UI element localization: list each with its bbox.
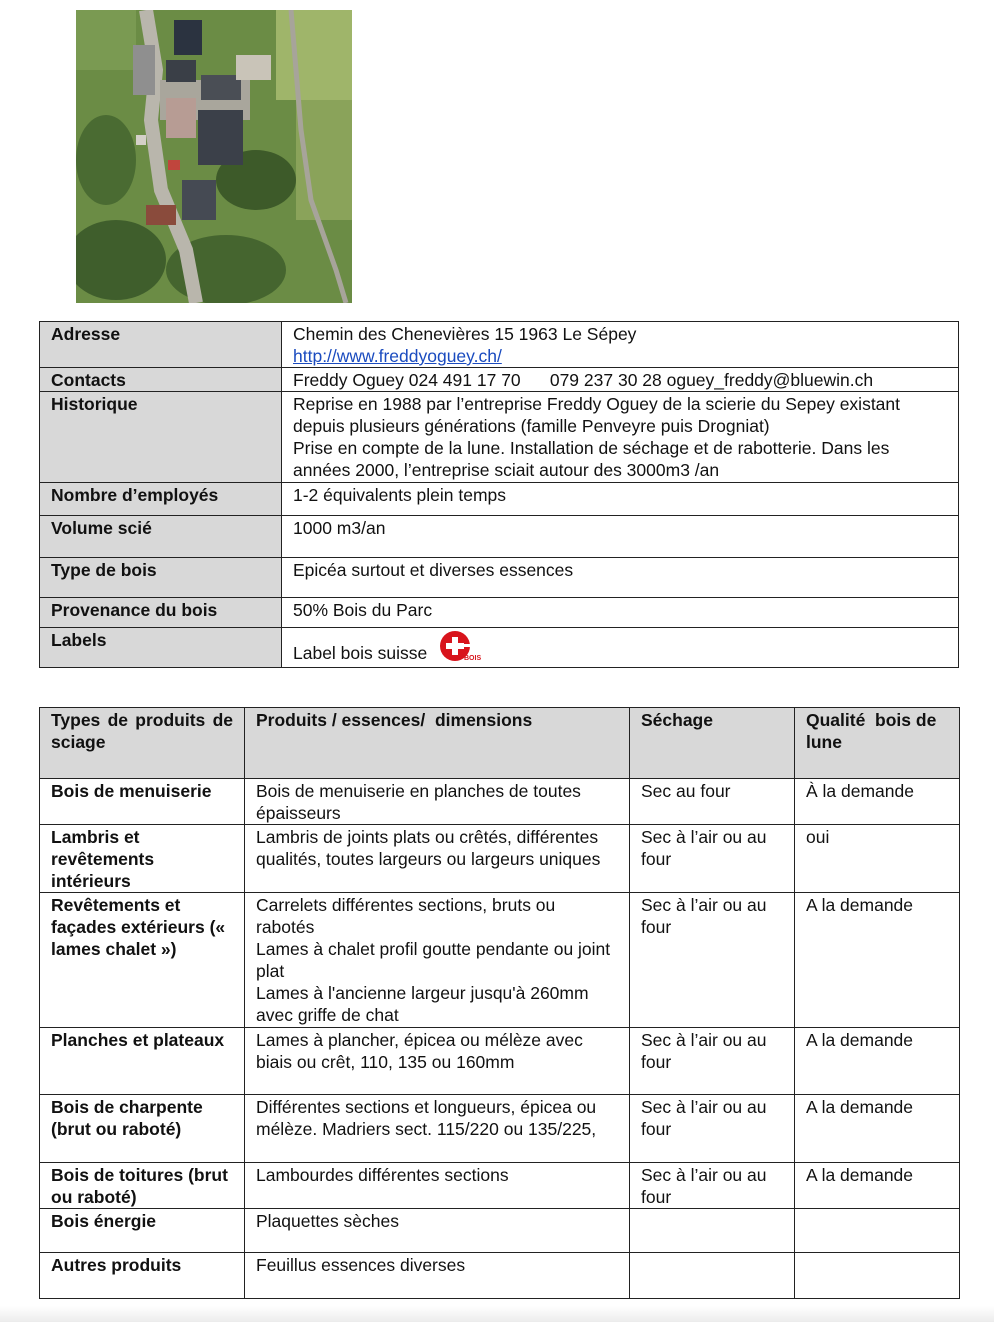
drying-cell: Sec à l’air ou au four [630,893,795,1028]
products-cell: Lames à plancher, épicea ou mélèze avec biais ou crêt, 110, 135 ou 160mm [245,1028,630,1095]
quality-cell [795,1209,960,1253]
drying-cell [630,1209,795,1253]
volume-value: 1000 m3/an [282,516,959,558]
col-header-moon-quality: Qualité bois de lune [795,708,960,779]
address-value [282,322,959,368]
drying-cell: Sec à l’air ou au four [630,1163,795,1209]
table-header-row [40,708,960,779]
provenance-label: Provenance du bois [40,598,282,628]
table-row [40,825,960,893]
products-cell: Bois de menuiserie en planches de toutes épaisseurs [245,779,630,825]
col-header-products: Produits / essences/ dimensions [245,708,630,779]
table-row [40,558,959,598]
quality-cell: oui [795,825,960,893]
type-cell: Lambris et revêtements intérieurs [40,825,245,893]
table-row [40,1253,960,1299]
table-row [40,516,959,558]
swiss-wood-logo-icon [438,643,486,665]
products-line: Lames à chalet profil goutte pendante ou joint plat [256,939,611,981]
contacts-value: Freddy Oguey 024 491 17 70 079 237 30 28 oguey_freddy@bluewin.ch [282,368,959,392]
drying-cell: Sec à l’air ou au four [630,825,795,893]
contacts-label: Contacts [40,368,282,392]
history-value [282,392,959,483]
type-cell: Bois de charpente (brut ou raboté) [40,1095,245,1163]
address-label: Adresse [40,322,282,368]
type-cell: Autres produits [40,1253,245,1299]
labels-label: Labels [40,628,282,668]
type-cell: Bois de menuiserie [40,779,245,825]
type-cell: Revêtements et façades extérieurs (« lames chalet ») [40,893,245,1028]
drying-cell: Sec à l’air ou au four [630,1095,795,1163]
table-row [40,598,959,628]
col-header-drying: Séchage [630,708,795,779]
table-row [40,779,960,825]
aerial-photo [76,10,352,303]
quality-cell: A la demande [795,893,960,1028]
table-row [40,628,959,668]
products-cell [245,893,630,1028]
wood-type-value: Epicéa surtout et diverses essences [282,558,959,598]
quality-cell: À la demande [795,779,960,825]
table-row [40,1028,960,1095]
type-cell: Bois de toitures (brut ou raboté) [40,1163,245,1209]
quality-cell [795,1253,960,1299]
drying-cell: Sec à l’air ou au four [630,1028,795,1095]
table-row [40,893,960,1028]
table-row [40,368,959,392]
quality-cell: A la demande [795,1163,960,1209]
products-cell: Lambourdes différentes sections [245,1163,630,1209]
history-text: Reprise en 1988 par l’entreprise Freddy Oguey de la scierie du Sepey existant depuis plusieurs générations (famille Penveyre puis Drogniat) [293,394,901,436]
volume-label: Volume scié [40,516,282,558]
table-row [40,392,959,483]
table-row [40,1163,960,1209]
provenance-value: 50% Bois du Parc [282,598,959,628]
address-text: Chemin des Chenevières 15 1963 Le Sépey [293,324,637,344]
drying-cell: Sec au four [630,779,795,825]
products-line: Carrelets différentes sections, bruts ou rabotés [256,895,556,937]
type-cell: Planches et plateaux [40,1028,245,1095]
labels-value [282,628,959,668]
info-table [39,321,959,668]
wood-type-label: Type de bois [40,558,282,598]
col-header-types: Types de produits de sciage [40,708,245,779]
table-row [40,322,959,368]
employees-label: Nombre d’employés [40,483,282,516]
drying-cell [630,1253,795,1299]
history-text-2: Prise en compte de la lune. Installation de séchage et de rabotterie. Dans les années 2000, l’entreprise sciait autour des 3000m3 /an [293,438,890,480]
history-label: Historique [40,392,282,483]
products-table [39,707,960,1299]
table-row [40,483,959,516]
products-cell: Feuillus essences diverses [245,1253,630,1299]
quality-cell: A la demande [795,1028,960,1095]
employees-value: 1-2 équivalents plein temps [282,483,959,516]
table-row [40,1095,960,1163]
website-link[interactable]: http://www.freddyoguey.ch/ [293,346,502,366]
logo-bois-text: BOIS [464,655,482,663]
type-cell: Bois énergie [40,1209,245,1253]
products-cell: Lambris de joints plats ou crêtés, différentes qualités, toutes largeurs ou largeurs uniques [245,825,630,893]
products-line: Lames à l'ancienne largeur jusqu'à 260mm avec griffe de chat [256,983,589,1025]
label-text: Label bois suisse [293,643,428,663]
products-cell: Différentes sections et longueurs, épicea ou mélèze. Madriers sect. 115/220 ou 135/225, [245,1095,630,1163]
quality-cell: A la demande [795,1095,960,1163]
page-bottom-edge [0,1306,994,1322]
products-cell: Plaquettes sèches [245,1209,630,1253]
table-row [40,1209,960,1253]
